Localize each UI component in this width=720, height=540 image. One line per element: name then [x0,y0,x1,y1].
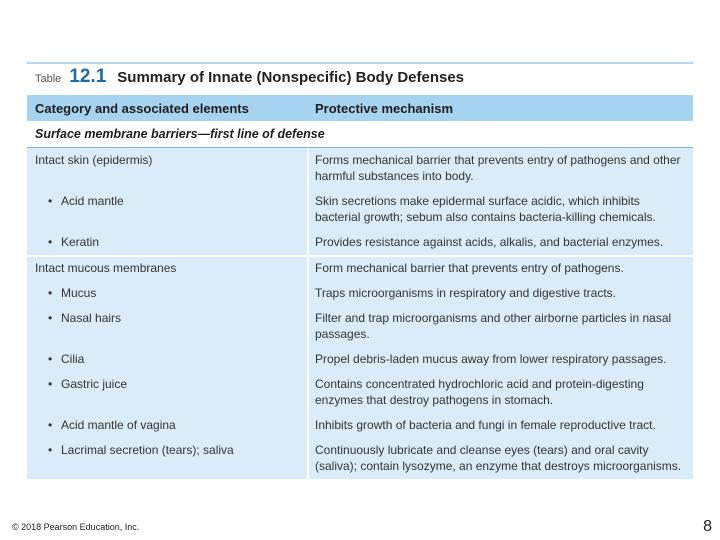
category-cell [27,189,307,230]
column-header-category: Category and associated elements [35,101,249,116]
category-cell [27,306,307,347]
mechanism-cell: Filter and trap microorganisms and other airborne particles in nasal passages. [307,306,693,347]
copyright-notice: © 2018 Pearson Education, Inc. [12,522,140,532]
row-group-mucous-membranes [27,255,693,479]
innate-defenses-table [27,62,693,479]
mechanism-cell: Continuously lubricate and cleanse eyes (tears) and oral cavity (saliva); contain lysozyme, an enzyme that destroys microorganisms. [307,438,693,479]
bullet-icon: • [48,377,53,391]
bullet-icon: • [48,311,53,325]
table-row [27,413,693,438]
page-number: 8 [703,518,712,535]
table-row [27,372,693,413]
table-row [27,230,693,255]
table-row [27,306,693,347]
element-name: Gastric juice [61,377,128,391]
table-title-row [27,62,693,95]
table-row [27,347,693,372]
element-name: Acid mantle [61,194,124,208]
element-name: Nasal hairs [61,311,122,325]
bullet-icon: • [48,443,53,457]
column-header-mechanism: Protective mechanism [315,101,454,116]
mechanism-cell: Form mechanical barrier that prevents entry of pathogens. [307,257,693,281]
category-cell [27,347,307,372]
row-group-skin [27,148,693,255]
table-row [27,281,693,306]
mechanism-cell: Inhibits growth of bacteria and fungi in female reproductive tract. [307,413,693,438]
bullet-icon: • [48,418,53,432]
mechanism-cell: Propel debris-laden mucus away from lower respiratory passages. [307,347,693,372]
table-row [27,438,693,479]
element-name: Keratin [61,235,100,249]
table-number: 12.1 [69,66,107,87]
element-name: Mucus [61,286,97,300]
element-name: Acid mantle of vagina [61,418,176,432]
table-row [27,257,693,281]
table-title: Summary of Innate (Nonspecific) Body Defenses [117,69,465,86]
mechanism-cell: Forms mechanical barrier that prevents entry of pathogens and other harmful substances into body. [307,148,693,189]
column-header-row [27,95,693,121]
element-name: Cilia [61,352,85,366]
category-cell [27,372,307,413]
category-cell: Intact skin (epidermis) [35,153,153,167]
section-heading: Surface membrane barriers—first line of defense [27,121,693,148]
mechanism-cell: Skin secretions make epidermal surface acidic, which inhibits bacterial growth; sebum also contains bacteria-killing chemicals. [307,189,693,230]
table-row [27,189,693,230]
bullet-icon: • [48,235,53,249]
element-name: Lacrimal secretion (tears); saliva [61,443,234,457]
category-cell [27,230,307,255]
table-label: Table [35,73,62,85]
category-cell [27,281,307,306]
table-row [27,148,693,189]
mechanism-cell: Traps microorganisms in respiratory and digestive tracts. [307,281,693,306]
category-cell [27,438,307,479]
bullet-icon: • [48,352,53,366]
mechanism-cell: Provides resistance against acids, alkalis, and bacterial enzymes. [307,230,693,255]
category-cell: Intact mucous membranes [35,261,177,275]
bullet-icon: • [48,194,53,208]
bullet-icon: • [48,286,53,300]
mechanism-cell: Contains concentrated hydrochloric acid and protein-digesting enzymes that destroy pathogens in stomach. [307,372,693,413]
category-cell [27,413,307,438]
